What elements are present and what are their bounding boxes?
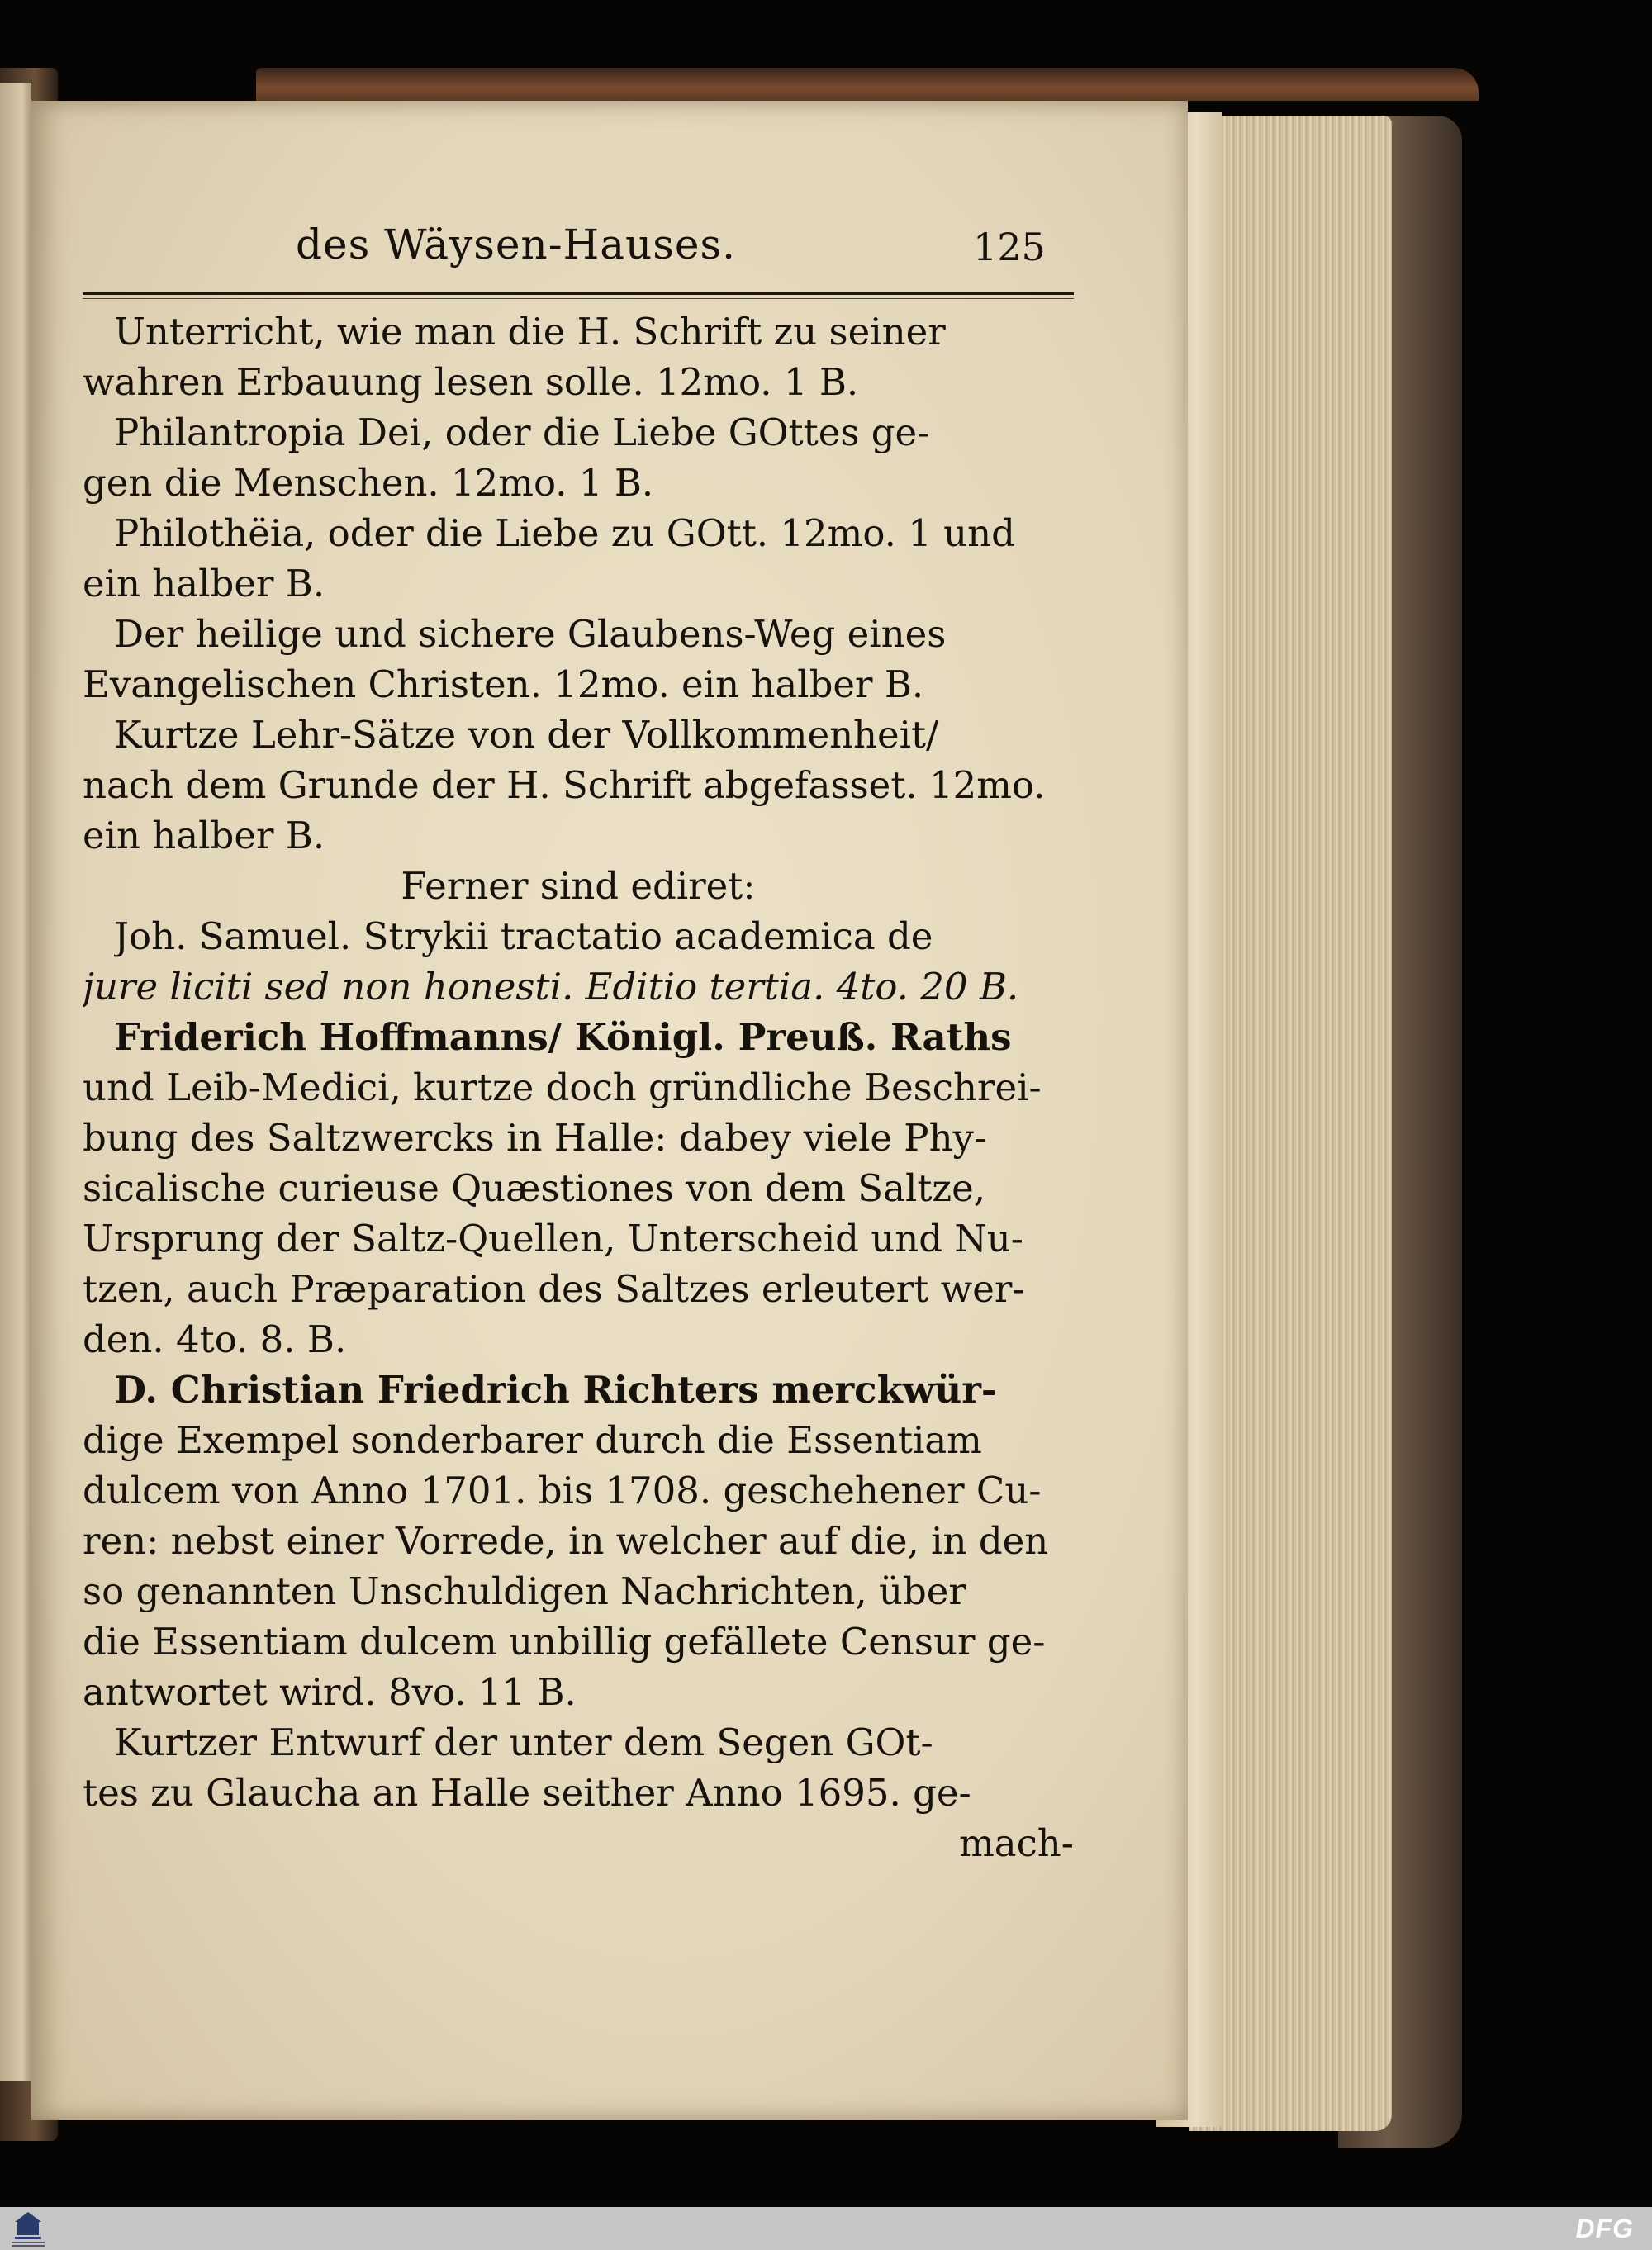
- text-line: tzen, auch Præparation des Saltzes erleutert wer-: [83, 1267, 1025, 1311]
- text-line: so genannten Unschuldigen Nachrichten, über: [83, 1569, 966, 1613]
- text-line: wahren Erbauung lesen solle. 12mo. 1 B.: [83, 360, 859, 404]
- text-line: nach dem Grunde der H. Schrift abgefasset. 12mo.: [83, 763, 1046, 807]
- text-line: Unterricht, wie man die H. Schrift zu seiner: [114, 310, 946, 354]
- dfg-logo: DFG: [1575, 2214, 1634, 2243]
- section-heading: Ferner sind ediret:: [401, 864, 756, 908]
- text-line: Ursprung der Saltz-Quellen, Unterscheid und Nu-: [83, 1217, 1023, 1260]
- text-line: dige Exempel sonderbarer durch die Essentiam: [83, 1418, 982, 1462]
- text-line: und Leib-Medici, kurtze doch gründliche Beschrei-: [83, 1066, 1042, 1109]
- text-line: Kurtzer Entwurf der unter dem Segen GOt-: [114, 1721, 933, 1764]
- text-line: den. 4to. 8. B.: [83, 1317, 347, 1361]
- text-line: jure liciti sed non honesti. Editio tertia. 4to. 20 B.: [83, 965, 1019, 1009]
- catchword: mach-: [959, 1821, 1074, 1865]
- page-number: 125: [973, 225, 1046, 269]
- text-line: ren: nebst einer Vorrede, in welcher auf die, in den: [83, 1519, 1049, 1563]
- running-head: des Wäysen-Hauses.: [296, 221, 737, 268]
- text-line: Philantropia Dei, oder die Liebe GOttes ge-: [114, 411, 930, 454]
- text-line: Joh. Samuel. Strykii tractatio academica de: [114, 914, 933, 958]
- header-rule-thin: [83, 298, 1074, 299]
- text-line: sicalische curieuse Quæstiones von dem Saltze,: [83, 1166, 986, 1210]
- header-rule: [83, 292, 1074, 295]
- library-logo-icon: [10, 2210, 46, 2247]
- text-line: Friderich Hoffmanns/ Königl. Preuß. Raths: [114, 1015, 1012, 1059]
- text-line: ein halber B.: [83, 562, 325, 605]
- text-line: die Essentiam dulcem unbillig gefällete Censur ge-: [83, 1620, 1046, 1664]
- text-line: Der heilige und sichere Glaubens-Weg eines: [114, 612, 947, 656]
- viewer-footer-bar: [0, 2207, 1652, 2250]
- book-page: [31, 101, 1188, 2120]
- left-page-edge: [0, 83, 31, 2081]
- text-line: dulcem von Anno 1701. bis 1708. geschehener Cu-: [83, 1469, 1042, 1512]
- text-line: Evangelischen Christen. 12mo. ein halber B.: [83, 662, 924, 706]
- text-line: Philothëia, oder die Liebe zu GOtt. 12mo. 1 und: [114, 511, 1015, 555]
- text-line: D. Christian Friedrich Richters merckwür-: [114, 1368, 997, 1412]
- text-line: antwortet wird. 8vo. 11 B.: [83, 1670, 577, 1714]
- text-line: bung des Saltzwercks in Halle: dabey viele Phy-: [83, 1116, 987, 1160]
- top-cover-edge: [256, 68, 1479, 101]
- text-line: gen die Menschen. 12mo. 1 B.: [83, 461, 654, 505]
- text-line: tes zu Glaucha an Halle seither Anno 1695. ge-: [83, 1771, 971, 1815]
- text-line: Kurtze Lehr-Sätze von der Vollkommenheit/: [114, 713, 939, 757]
- text-line: ein halber B.: [83, 814, 325, 857]
